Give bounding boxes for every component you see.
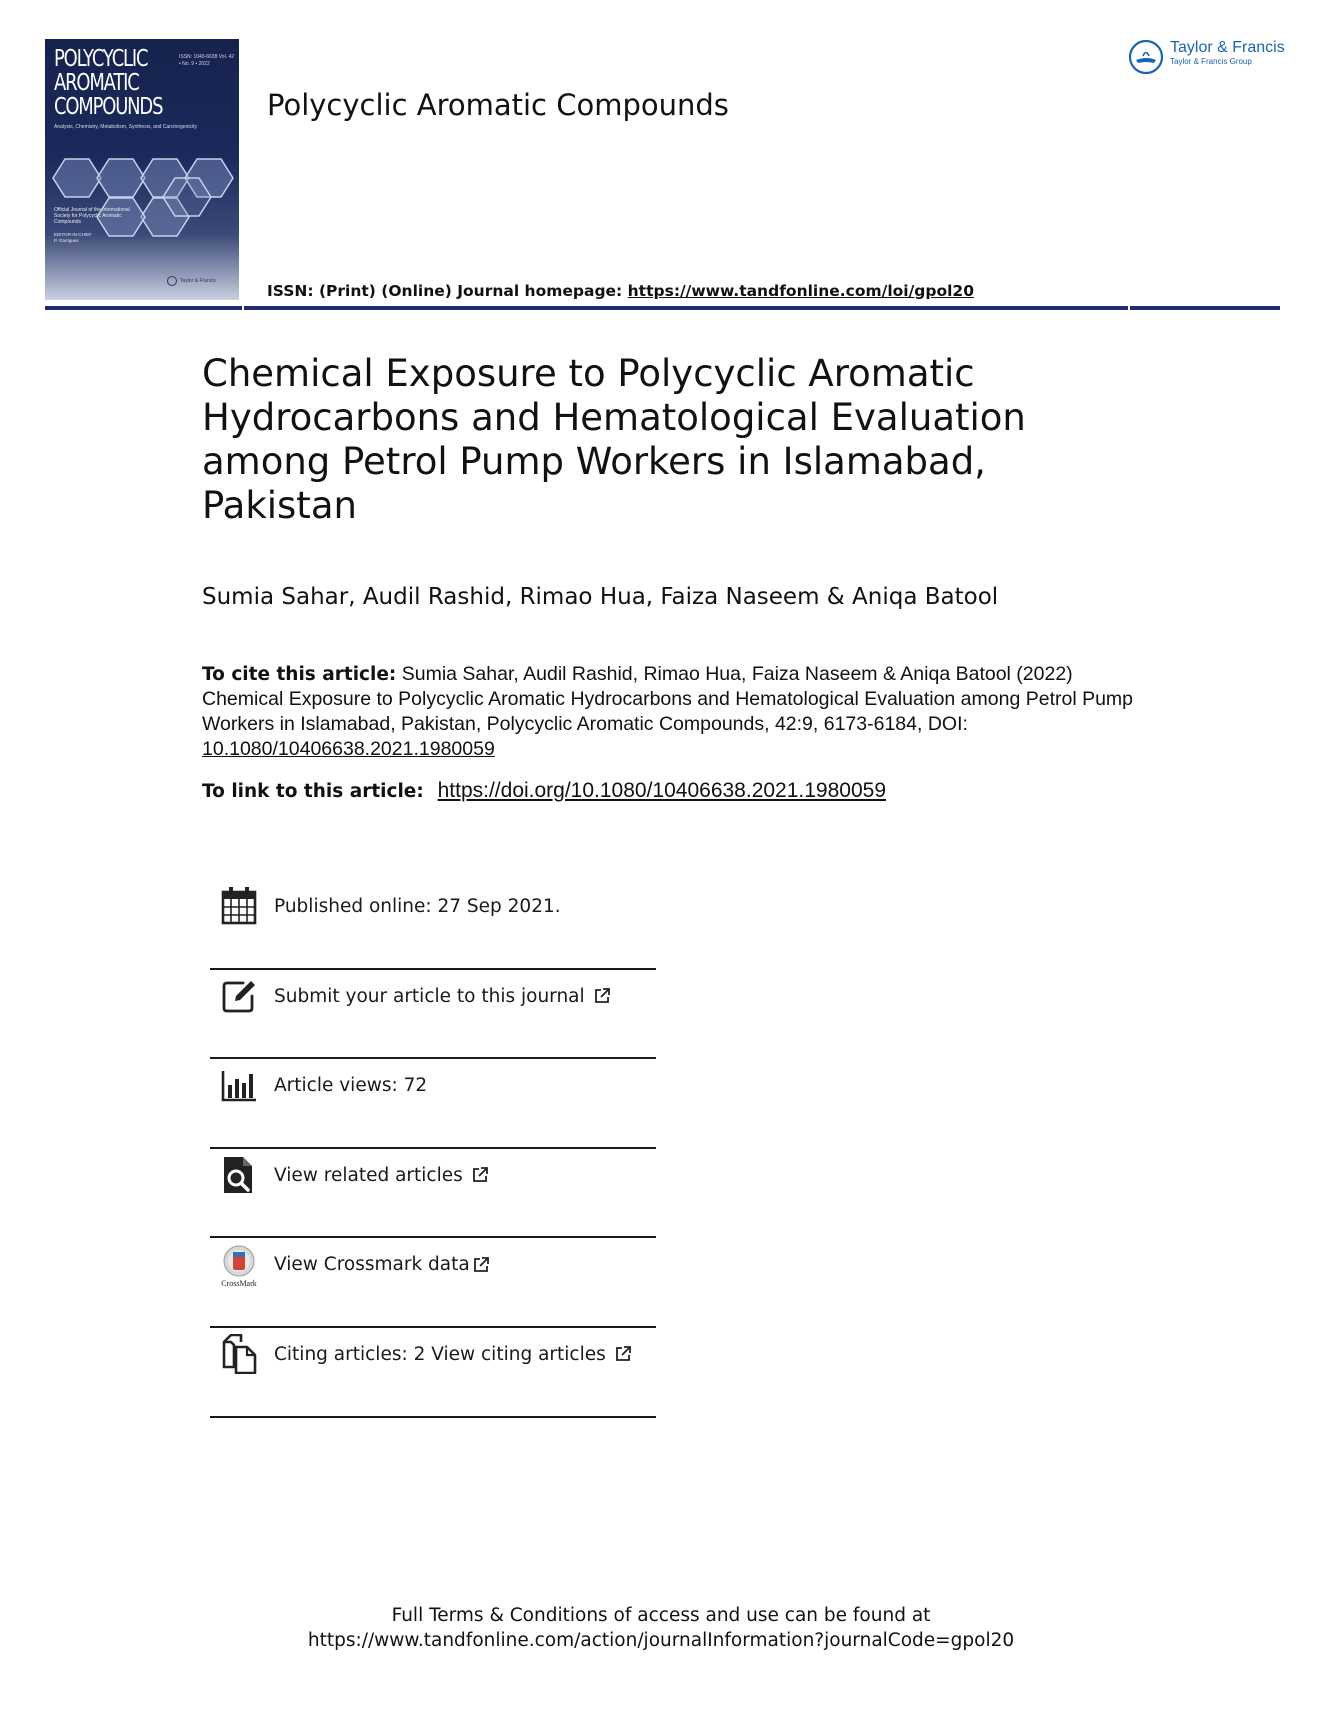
external-link-icon (472, 1256, 490, 1274)
article-views-text: Article views: 72 (274, 1075, 428, 1097)
terms-footer (0, 1603, 1322, 1653)
citation-label: To cite this article: (202, 664, 397, 685)
publisher-logo[interactable] (1128, 39, 1285, 75)
bar-chart-icon (221, 1065, 257, 1105)
publisher-name: Taylor & Francis (1170, 39, 1285, 56)
article-doi-link[interactable]: https://doi.org/10.1080/10406638.2021.1980059 (437, 779, 887, 802)
citation-text: Sumia Sahar, Audil Rashid, Rimao Hua, Faiza Naseem & Aniqa Batool (2022) Chemical Exposure to Polycyclic Aromatic Hydrocarbons and Hematological Evaluation among Petrol Pump Workers in Islamabad, Pakistan, Polycyclic Aromatic Compounds, 42:9, 6173-6184, DOI: (202, 663, 1134, 735)
copy-documents-icon (221, 1334, 257, 1374)
citing-articles-row[interactable] (210, 1328, 656, 1418)
external-link-icon (593, 987, 611, 1005)
article-info-list (210, 880, 656, 1418)
related-articles-row[interactable] (210, 1149, 656, 1239)
external-link-icon (471, 1166, 489, 1184)
article-link-line (202, 779, 886, 803)
crossmark-icon (219, 1244, 259, 1288)
journal-homepage-link[interactable]: https://www.tandfonline.com/loi/gpol20 (627, 282, 974, 300)
article-authors: Sumia Sahar, Audil Rashid, Rimao Hua, Faiza Naseem & Aniqa Batool (202, 584, 999, 610)
taylor-francis-lamp-icon (1128, 39, 1164, 75)
cover-issn: ISSN: 1040-6638 Vol. 42 • No. 9 • 2022 (179, 54, 235, 67)
publisher-mark-icon (167, 276, 177, 286)
issn-line: ISSN: (Print) (Online) Journal homepage: https://www.tandfonline.com/loi/gpol20 (267, 282, 974, 300)
external-link-icon (614, 1345, 632, 1363)
article-link-label: To link to this article: (202, 781, 424, 802)
publisher-group: Taylor & Francis Group (1170, 57, 1252, 66)
header-divider (45, 306, 1280, 310)
crossmark-row[interactable] (210, 1238, 656, 1328)
calendar-icon (221, 886, 257, 926)
article-views-row (210, 1059, 656, 1149)
cover-editor: EDITOR-IN-CHIEF P. Garrigues (54, 232, 92, 243)
cover-subtitle: Analysis, Chemistry, Metabolism, Synthesis, and Carcinogenicity (54, 124, 198, 130)
edit-icon (221, 976, 257, 1016)
cover-title: POLYCYCLIC AROMATIC COMPOUNDS (54, 46, 163, 120)
citing-articles-link[interactable]: Citing articles: 2 View citing articles (274, 1343, 606, 1365)
svg-text:CrossMark: CrossMark (221, 1279, 257, 1289)
citation-block (202, 662, 1142, 762)
crossmark-link[interactable]: View Crossmark data (274, 1254, 470, 1276)
cover-publisher-logo: Taylor & Francis (167, 276, 216, 286)
citation-doi-link[interactable]: 10.1080/10406638.2021.1980059 (202, 738, 495, 760)
submit-article-link[interactable]: Submit your article to this journal (274, 985, 585, 1007)
terms-url[interactable]: https://www.tandfonline.com/action/journalInformation?journalCode=gpol20 (307, 1630, 1015, 1651)
submit-article-row[interactable] (210, 970, 656, 1060)
published-online-text: Published online: 27 Sep 2021. (274, 896, 561, 917)
terms-text: Full Terms & Conditions of access and use can be found at (391, 1605, 931, 1626)
cover-official-journal: Official Journal of the International Society for Polycyclic Aromatic Compounds (54, 207, 130, 225)
journal-cover-image (45, 39, 239, 300)
article-title: Chemical Exposure to Polycyclic Aromatic Hydrocarbons and Hematological Evaluation among Petrol Pump Workers in Islamabad, Pakistan (202, 352, 1026, 527)
divider (210, 1416, 656, 1418)
published-online-row (210, 880, 656, 970)
related-articles-link[interactable]: View related articles (274, 1164, 463, 1186)
document-search-icon (221, 1155, 257, 1195)
journal-title: Polycyclic Aromatic Compounds (267, 88, 729, 122)
